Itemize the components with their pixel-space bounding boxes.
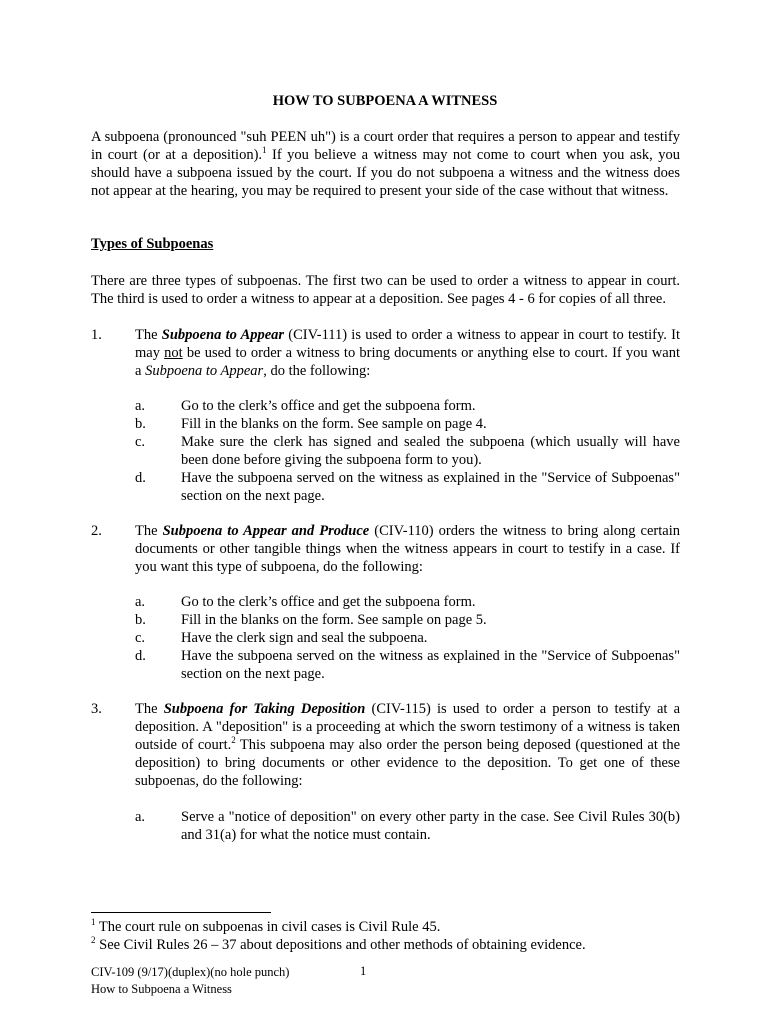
text: The (135, 327, 162, 343)
step-letter: b. (135, 416, 146, 432)
text: (CIV-111) is used to order a witness to appear in court to testify. It may (135, 327, 681, 361)
footer-form-title: How to Subpoena a Witness (91, 982, 232, 996)
step-letter: b. (135, 612, 146, 628)
item-2-body (135, 522, 680, 576)
step-text: Fill in the blanks on the form. See sample on page 4. (181, 416, 487, 432)
text: , do the following: (263, 363, 371, 379)
step-text: Have the subpoena served on the witness as explained in the "Service of Subpoenas" section on the next page. (181, 648, 680, 682)
footnote-text: The court rule on subpoenas in civil cases is Civil Rule 45. (95, 919, 441, 935)
emphasis-not: not (164, 345, 183, 361)
text: (CIV-110) orders the witness to bring along certain documents or other tangible things when the witness appears in court to testify in a case. If you want this type of subpoena, do the following: (135, 523, 681, 575)
text: be used to order a witness to bring documents or anything else to court. If you want a (135, 345, 680, 379)
form-name: Subpoena to Appear (161, 327, 285, 343)
item-number: 2. (91, 523, 102, 539)
footnote-mark: 1 (91, 917, 96, 928)
page-number: 1 (360, 964, 367, 978)
footnote-ref-1: 1 (262, 145, 267, 156)
step-text: Fill in the blanks on the form. See sample on page 5. (181, 612, 487, 628)
intro-text-2: If you believe a witness may not come to court when you ask, you should have a subpoena issued by the court. If you do not subpoena a witness and the witness does not appear at the hearing, you may be required to present your side of the case without that witness. (91, 147, 680, 199)
step-text: Go to the clerk’s office and get the subpoena form. (181, 398, 476, 414)
text: This subpoena may also order the person being deposed (questioned at the deposition) to bring documents or other evidence to the deposition. To get one of these subpoenas, do the following: (135, 737, 681, 789)
intro-text-1: A subpoena (pronounced "suh PEEN uh") is a court order that requires a person to appear and testify in court (or at a deposition). (91, 129, 680, 163)
footnote (91, 936, 586, 954)
item-number: 3. (91, 701, 102, 717)
step-text: Make sure the clerk has signed and sealed the subpoena (which usually will have been done before giving the subpoena form to you). (181, 434, 680, 468)
footnote-text: See Civil Rules 26 – 37 about depositions and other methods of obtaining evidence. (95, 937, 586, 953)
page-title: HOW TO SUBPOENA A WITNESS (272, 93, 498, 109)
form-name: Subpoena for Taking Deposition (163, 701, 366, 717)
step-text: Serve a "notice of deposition" on every other party in the case. See Civil Rules 30(b) and 31(a) for what the notice must contain. (181, 809, 680, 843)
step-text: Have the clerk sign and seal the subpoena. (181, 630, 428, 646)
step-letter: a. (135, 594, 146, 610)
step-letter: d. (135, 470, 146, 486)
types-intro-paragraph: There are three types of subpoenas. The first two can be used to order a witness to appear in court. The third is used to order a witness to appear at a deposition. See pages 4 - 6 for copies of all three. (91, 273, 680, 307)
section-heading-types: Types of Subpoenas (91, 236, 214, 252)
step-letter: a. (135, 809, 146, 825)
item-1-body (135, 326, 680, 380)
form-name: Subpoena to Appear and Produce (162, 523, 370, 539)
item-3-body (135, 700, 680, 790)
footer-form-id: CIV-109 (9/17)(duplex)(no hole punch) (91, 965, 290, 979)
step-letter: c. (135, 434, 146, 450)
step-letter: c. (135, 630, 146, 646)
footnote (91, 918, 440, 936)
intro-paragraph (91, 128, 680, 200)
step-letter: a. (135, 398, 146, 414)
form-name-italic: Subpoena to Appear (145, 363, 264, 379)
footnote-ref-2: 2 (231, 735, 236, 746)
step-letter: d. (135, 648, 146, 664)
footnote-mark: 2 (91, 935, 96, 946)
step-text: Go to the clerk’s office and get the subpoena form. (181, 594, 476, 610)
item-number: 1. (91, 327, 102, 343)
step-text: Have the subpoena served on the witness as explained in the "Service of Subpoenas" section on the next page. (181, 470, 680, 504)
footnote-divider (91, 912, 271, 913)
text: (CIV-115) is used to order a person to testify at a deposition. A "deposition" is a proceeding at which the sworn testimony of a witness is taken outside of court. (135, 701, 681, 753)
text: The (135, 523, 163, 539)
text: The (135, 701, 164, 717)
